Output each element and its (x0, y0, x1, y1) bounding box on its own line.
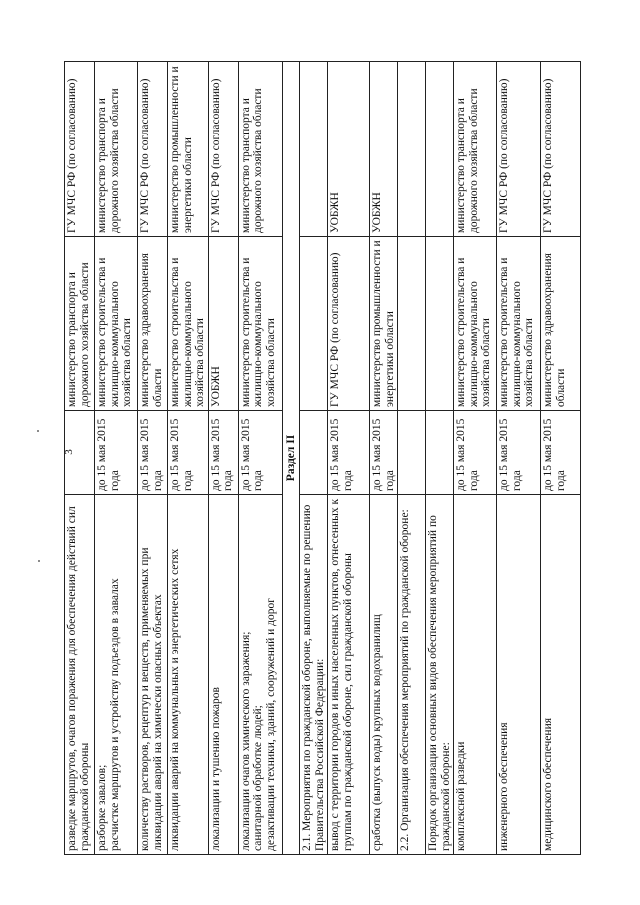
coexecutor-cell: ГУ МЧС РФ (по согласованию) (541, 62, 581, 237)
executor-cell: министерство транспорта и дорожного хозяйства области (65, 237, 95, 411)
table-row (454, 62, 497, 855)
executor-cell: УОБЖН (208, 237, 238, 411)
deadline-cell (426, 411, 454, 495)
measure-cell: вывод с территории городов и иных населенных пунктов, отнесенных к группам по гражданской обороне, сил гражданской обороны (328, 495, 370, 855)
table-row (65, 62, 95, 855)
table-row (328, 62, 370, 855)
table-row (138, 62, 168, 855)
executor-cell (426, 237, 454, 411)
table-row (398, 62, 426, 855)
measure-cell: инженерного обеспечения (497, 495, 541, 855)
scan-speck (38, 560, 40, 562)
deadline-cell: до 15 мая 2015 года (497, 411, 541, 495)
coexecutor-cell (398, 62, 426, 237)
deadline-cell: до 15 мая 2015 года (541, 411, 581, 495)
table-row (541, 62, 581, 855)
executor-cell: министерство строительства и жилищно-коммунального хозяйства области (95, 237, 138, 411)
coexecutor-cell: ГУ МЧС РФ (по согласованию) (65, 62, 95, 237)
coexecutor-cell: министерство транспорта и дорожного хозяйства области (238, 62, 282, 237)
table-row (370, 62, 398, 855)
executor-cell: министерство строительства и жилищно-коммунального хозяйства области (238, 237, 282, 411)
measure-cell: Порядок организации основных видов обеспечения мероприятий по гражданской обороне: (426, 495, 454, 855)
table-row (426, 62, 454, 855)
coexecutor-cell: УОБЖН (328, 62, 370, 237)
deadline-cell: до 15 мая 2015 года (138, 411, 168, 495)
executor-cell: ГУ МЧС РФ (по согласованию) (328, 237, 370, 411)
deadline-cell: до 15 мая 2015 года (370, 411, 398, 495)
deadline-cell (65, 411, 95, 495)
table-row (208, 62, 238, 855)
measure-cell: комплексной разведки (454, 495, 497, 855)
coexecutor-cell: министерство транспорта и дорожного хозяйства области (454, 62, 497, 237)
coexecutor-cell: УОБЖН (370, 62, 398, 237)
deadline-cell (300, 411, 328, 495)
measure-cell: количеству растворов, рецептур и веществ, применяемых при ликвидации аварий на химически опасных объектах (138, 495, 168, 855)
measure-cell: 2.1. Мероприятия по гражданской обороне, выполняемые по решению Правительства Российской Федерации: (300, 495, 328, 855)
measure-cell: 2.2. Организация обеспечения мероприятий по гражданской обороне: (398, 495, 426, 855)
coexecutor-cell: ГУ МЧС РФ (по согласованию) (497, 62, 541, 237)
deadline-cell: до 15 мая 2015 года (208, 411, 238, 495)
scan-speck (37, 430, 39, 432)
measure-cell: локализации и тушению пожаров (208, 495, 238, 855)
coexecutor-cell: ГУ МЧС РФ (по согласованию) (138, 62, 168, 237)
page-number: 3 (63, 449, 75, 455)
coexecutor-cell: министерство промышленности и энергетики области (168, 62, 209, 237)
table-row (95, 62, 138, 855)
section-row (282, 62, 300, 855)
coexecutor-cell: министерство транспорта и дорожного хозяйства области (95, 62, 138, 237)
coexecutor-cell: ГУ МЧС РФ (по согласованию) (208, 62, 238, 237)
executor-cell: министерство промышленности и энергетики области (370, 237, 398, 411)
deadline-cell: до 15 мая 2015 года (328, 411, 370, 495)
deadline-cell (398, 411, 426, 495)
measure-cell: разведке маршрутов, очагов поражения для обеспечения действий сил гражданской обороны (65, 495, 95, 855)
measure-cell: разборке завалов; расчистке маршрутов и устройству подъездов в завалах (95, 495, 138, 855)
measures-table (64, 61, 581, 855)
table-row (238, 62, 282, 855)
executor-cell: министерство здравоохранения области (541, 237, 581, 411)
executor-cell: министерство строительства и жилищно-коммунального хозяйства области (497, 237, 541, 411)
table-row (168, 62, 209, 855)
measure-cell: сработка (выпуск воды) крупных водохранилищ (370, 495, 398, 855)
section-title: Раздел II (282, 62, 300, 855)
deadline-cell: до 15 мая 2015 года (95, 411, 138, 495)
table-row (300, 62, 328, 855)
measure-cell: локализации очагов химического заражения; санитарной обработке людей; дезактивации техники, зданий, сооружений и дорог (238, 495, 282, 855)
executor-cell (398, 237, 426, 411)
coexecutor-cell (426, 62, 454, 237)
deadline-cell: до 15 мая 2015 года (168, 411, 209, 495)
measure-cell: медицинского обеспечения (541, 495, 581, 855)
executor-cell: министерство строительства и жилищно-коммунального хозяйства области (454, 237, 497, 411)
executor-cell (300, 237, 328, 411)
rotated-page (64, 62, 581, 855)
deadline-cell: до 15 мая 2015 года (454, 411, 497, 495)
measure-cell: ликвидации аварий на коммунальных и энергетических сетях (168, 495, 209, 855)
table-row (497, 62, 541, 855)
deadline-cell: до 15 мая 2015 года (238, 411, 282, 495)
coexecutor-cell (300, 62, 328, 237)
executor-cell: министерство здравоохранения области (138, 237, 168, 411)
executor-cell: министерство строительства и жилищно-коммунального хозяйства области (168, 237, 209, 411)
